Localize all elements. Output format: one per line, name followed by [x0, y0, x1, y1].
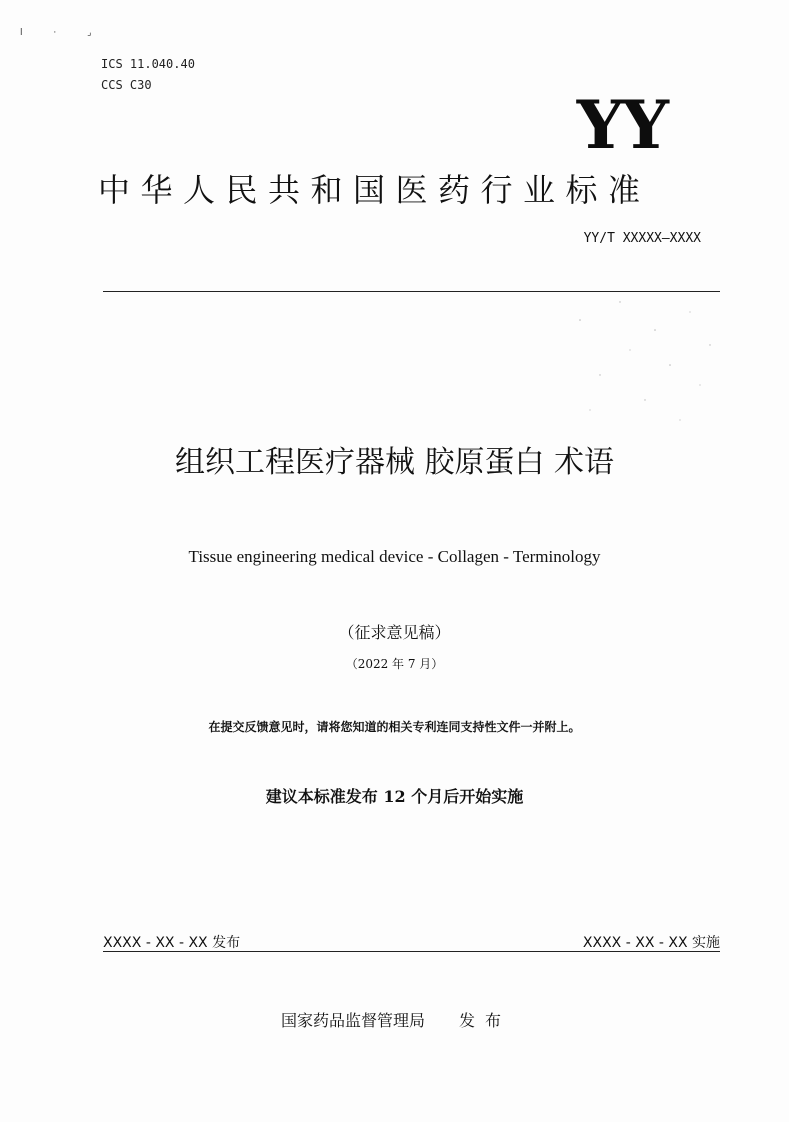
implementation-note: 建议本标准发布 12 个月后开始实施 [265, 787, 524, 806]
ics-code: ICS 11.040.40 [101, 57, 195, 71]
implementation-date: XXXX - XX - XX 实施 [582, 935, 720, 951]
scan-noise [560, 290, 730, 450]
draft-date: （2022 年 7 月） [345, 657, 444, 671]
issuing-authority [281, 1008, 511, 1031]
standard-code: YY/T XXXXX—XXXX [583, 231, 701, 246]
issuer-name: 国家药品监督管理局 [281, 1011, 426, 1030]
issue-date: XXXX - XX - XX 发布 [103, 935, 241, 951]
draft-label: （征求意见稿） [338, 623, 451, 642]
footer-divider [103, 951, 720, 952]
organization-title: 中华人民共和国医药行业标准 [98, 171, 651, 209]
header-divider [103, 291, 720, 292]
scan-corner-marks: l · ⌟ [20, 28, 106, 38]
issuer-action: 发布 [459, 1011, 512, 1030]
document-title-english: Tissue engineering medical device - Collagen - Terminology [188, 547, 601, 566]
patent-notice: 在提交反馈意见时，请将您知道的相关专利连同支持性文件一并附上。 [208, 720, 581, 734]
document-title-chinese: 组织工程医疗器械 胶原蛋白 术语 [174, 445, 615, 480]
yy-logo: YY [576, 86, 667, 164]
ccs-code: CCS C30 [101, 78, 152, 92]
